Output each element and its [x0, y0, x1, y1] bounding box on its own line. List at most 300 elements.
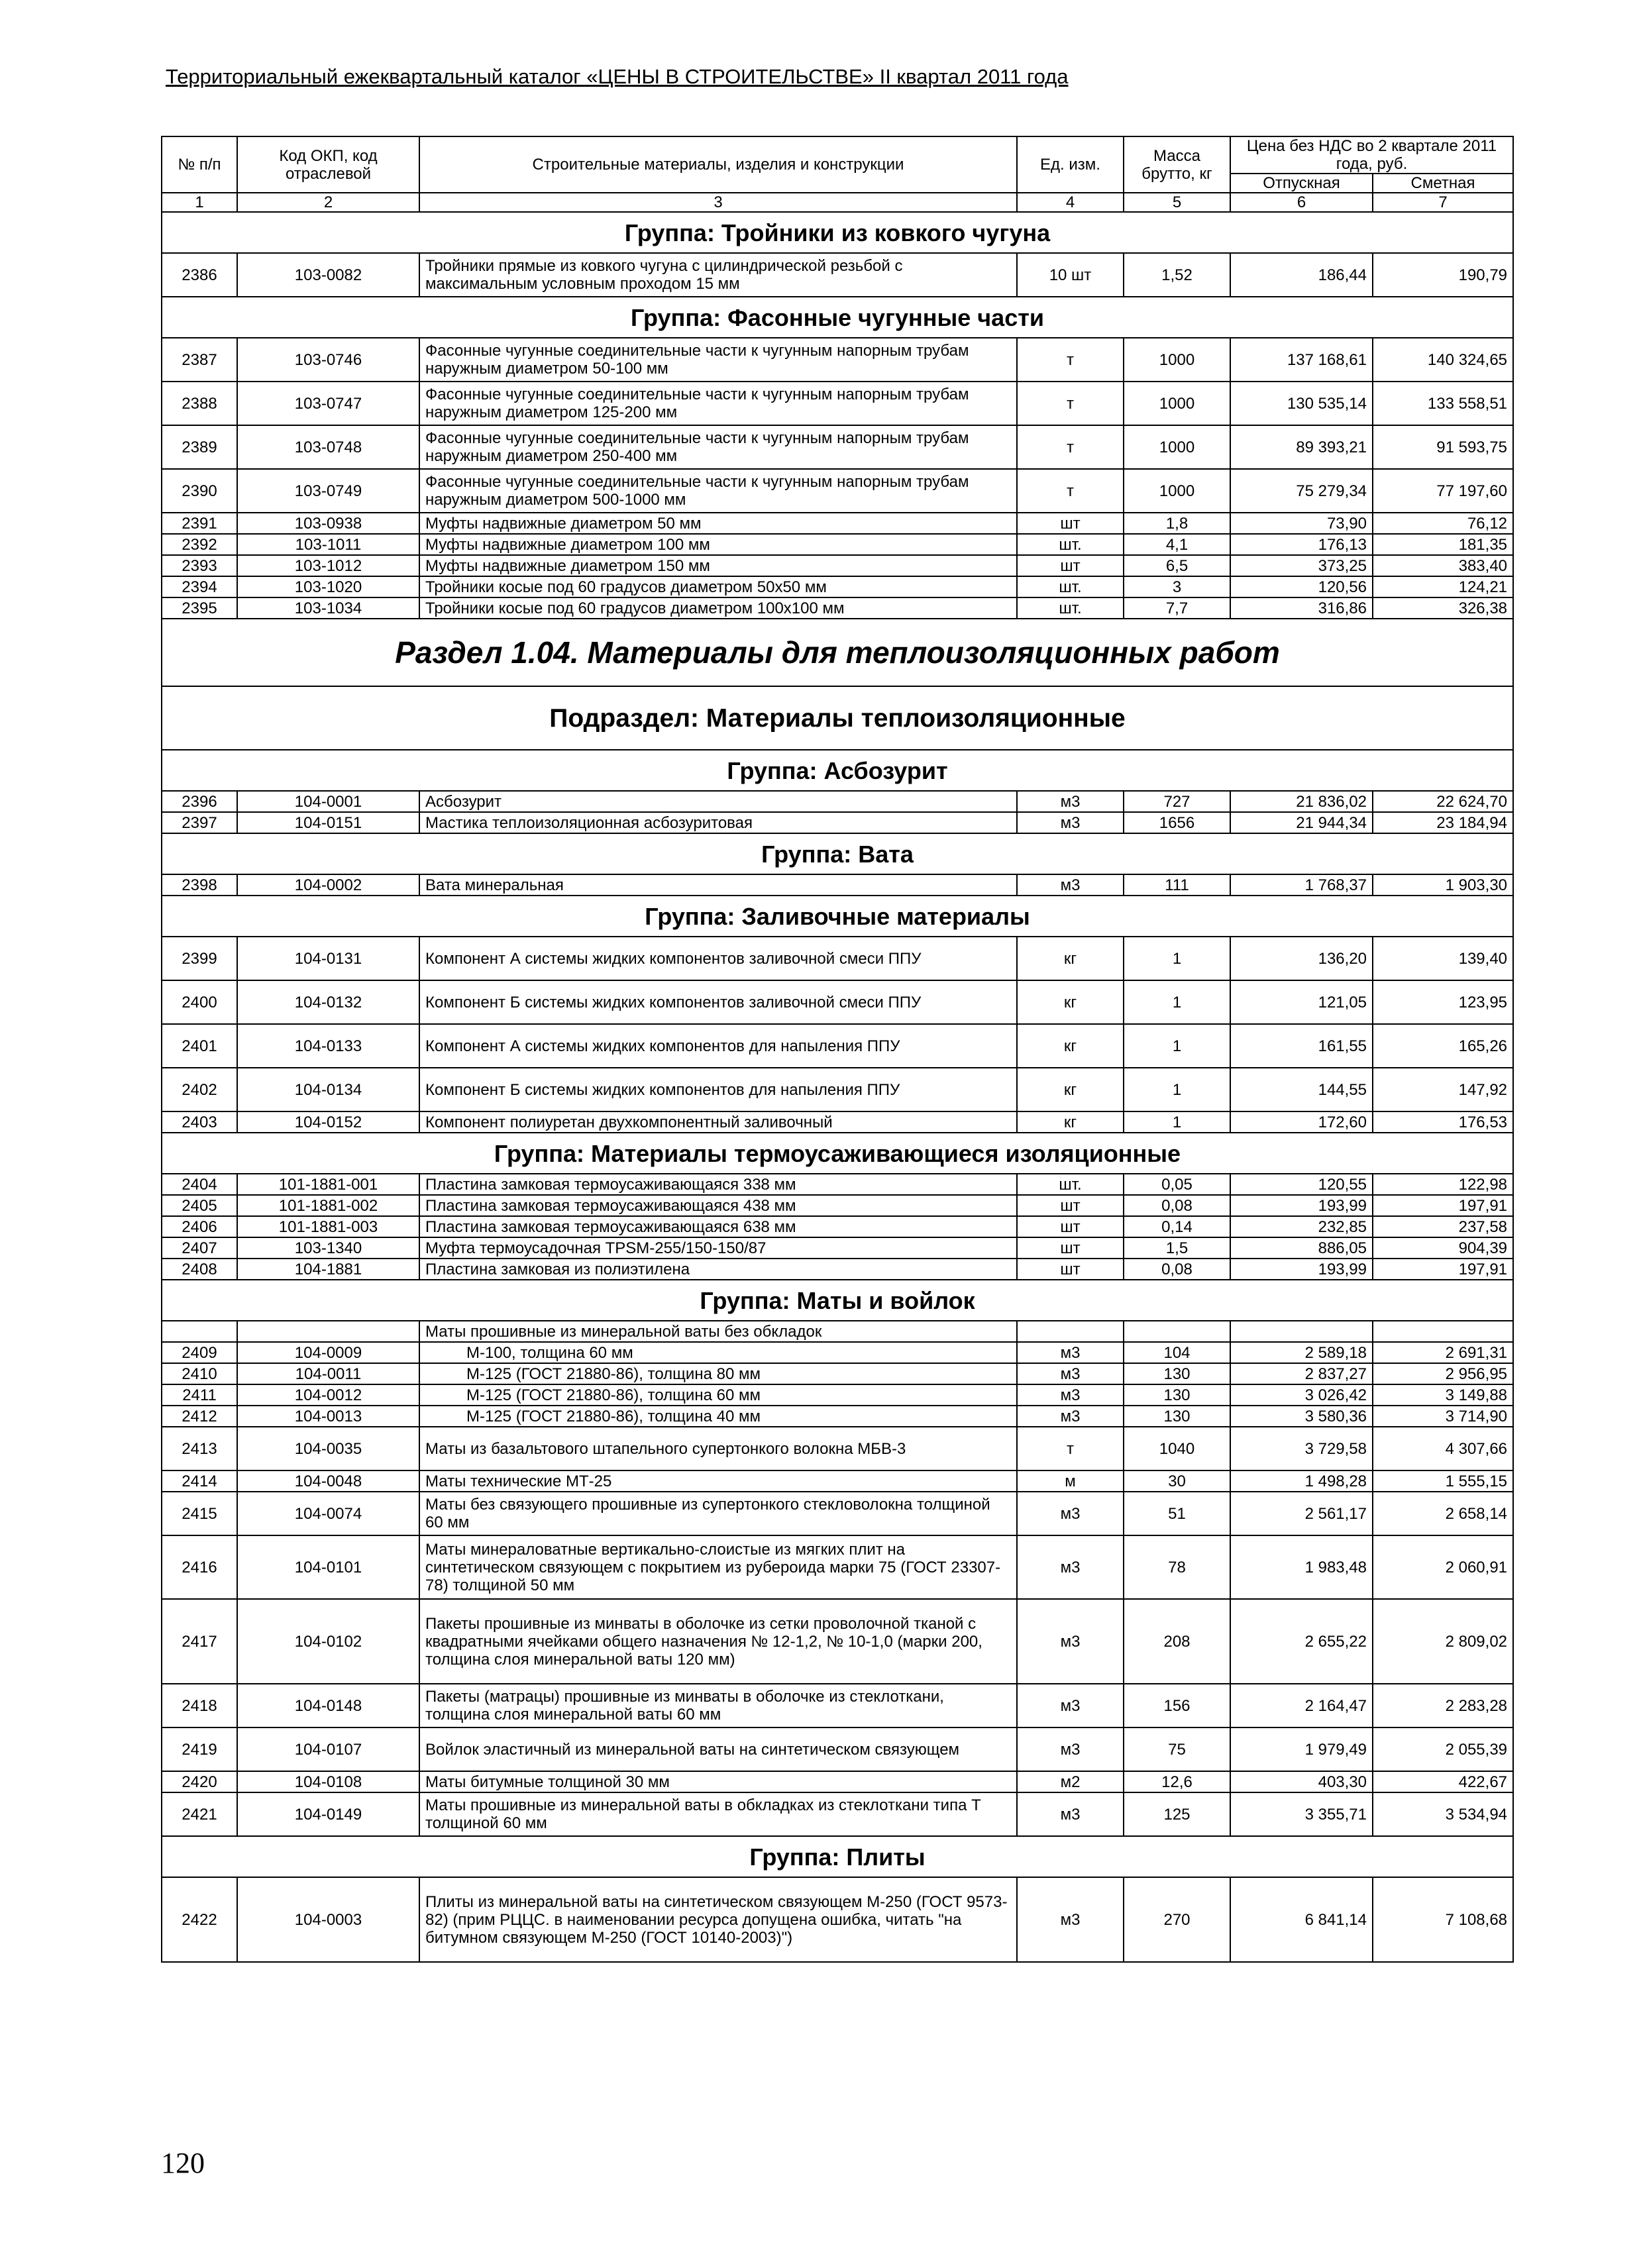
row-mass: 1000 [1124, 469, 1230, 513]
row-unit: м2 [1017, 1771, 1124, 1792]
row-name: Маты технические МТ-25 [419, 1470, 1017, 1492]
table-row [162, 1384, 1513, 1406]
table-row [162, 253, 1513, 297]
row-price-release: 144,55 [1230, 1068, 1373, 1111]
row-number: 2404 [162, 1174, 237, 1195]
row-unit: м3 [1017, 1684, 1124, 1727]
row-price-release: 21 944,34 [1230, 812, 1373, 833]
row-price-release: 232,85 [1230, 1216, 1373, 1237]
row-mass: 0,08 [1124, 1195, 1230, 1216]
row-code: 104-0012 [237, 1384, 419, 1406]
row-price-estimate: 7 108,68 [1373, 1877, 1513, 1962]
row-code: 103-0748 [237, 425, 419, 469]
col-header-unit: Ед. изм. [1017, 136, 1124, 193]
row-code: 104-0003 [237, 1877, 419, 1962]
row-price-release: 1 498,28 [1230, 1470, 1373, 1492]
table-row [162, 1363, 1513, 1384]
table-row [162, 513, 1513, 534]
row-number: 2418 [162, 1684, 237, 1727]
row-price-estimate: 2 956,95 [1373, 1363, 1513, 1384]
row-name: Тройники косые под 60 градусов диаметром 100х100 мм [419, 597, 1017, 619]
row-mass: 1,52 [1124, 253, 1230, 297]
row-price-release: 89 393,21 [1230, 425, 1373, 469]
table-row [162, 1599, 1513, 1684]
row-name: Фасонные чугунные соединительные части к чугунным напорным трубам наружным диаметром 125-200 мм [419, 382, 1017, 425]
row-mass: 130 [1124, 1406, 1230, 1427]
row-price-estimate: 139,40 [1373, 937, 1513, 980]
column-number: 6 [1230, 193, 1373, 212]
row-unit: шт [1017, 1237, 1124, 1259]
row-code: 103-0747 [237, 382, 419, 425]
row-mass: 727 [1124, 791, 1230, 812]
row-name: Маты из базальтового штапельного супертонкого волокна МБВ-3 [419, 1427, 1017, 1470]
table-row [162, 1342, 1513, 1363]
row-unit: м3 [1017, 812, 1124, 833]
row-price-estimate: 2 060,91 [1373, 1535, 1513, 1599]
table-row [162, 1216, 1513, 1237]
row-name: Компонент Б системы жидких компонентов заливочной смеси ППУ [419, 980, 1017, 1024]
group-title: Группа: Заливочные материалы [162, 896, 1513, 937]
row-price-estimate: 133 558,51 [1373, 382, 1513, 425]
row-name: Тройники косые под 60 градусов диаметром 50х50 мм [419, 576, 1017, 597]
row-price-release: 3 355,71 [1230, 1792, 1373, 1836]
row-price-release: 1 768,37 [1230, 874, 1373, 896]
row-unit: кг [1017, 1111, 1124, 1133]
page-number: 120 [161, 2147, 205, 2179]
row-number: 2409 [162, 1342, 237, 1363]
row-unit: м3 [1017, 1599, 1124, 1684]
row-unit: шт [1017, 513, 1124, 534]
group-row [162, 1280, 1513, 1321]
row-price-release: 186,44 [1230, 253, 1373, 297]
row-code: 103-0938 [237, 513, 419, 534]
row-number: 2390 [162, 469, 237, 513]
row-unit: 10 шт [1017, 253, 1124, 297]
row-number: 2400 [162, 980, 237, 1024]
row-unit: кг [1017, 1068, 1124, 1111]
row-number: 2393 [162, 555, 237, 576]
row-name: Компонент А системы жидких компонентов для напыления ППУ [419, 1024, 1017, 1068]
row-name: Фасонные чугунные соединительные части к чугунным напорным трубам наружным диаметром 250-400 мм [419, 425, 1017, 469]
row-unit: шт. [1017, 576, 1124, 597]
row-number: 2391 [162, 513, 237, 534]
col-header-mass: Масса брутто, кг [1124, 136, 1230, 193]
group-title: Группа: Плиты [162, 1836, 1513, 1877]
row-code: 103-0746 [237, 338, 419, 382]
group-row [162, 1133, 1513, 1174]
row-unit: м [1017, 1470, 1124, 1492]
row-name: Компонент полиуретан двухкомпонентный заливочный [419, 1111, 1017, 1133]
row-name: Тройники прямые из ковкого чугуна с цилиндрической резьбой с максимальным условным проходом 15 мм [419, 253, 1017, 297]
column-number: 3 [419, 193, 1017, 212]
row-price-estimate: 165,26 [1373, 1024, 1513, 1068]
row-unit: м3 [1017, 1792, 1124, 1836]
col-header-name: Строительные материалы, изделия и конструкции [419, 136, 1017, 193]
row-name: Пластина замковая термоусаживающаяся 438 мм [419, 1195, 1017, 1216]
row-price-release [1230, 1321, 1373, 1342]
row-mass: 1000 [1124, 338, 1230, 382]
row-code: 104-0048 [237, 1470, 419, 1492]
table-row [162, 597, 1513, 619]
row-number: 2396 [162, 791, 237, 812]
row-unit: шт. [1017, 1174, 1124, 1195]
group-row [162, 896, 1513, 937]
table-row [162, 555, 1513, 576]
row-code: 104-0011 [237, 1363, 419, 1384]
row-price-release: 2 164,47 [1230, 1684, 1373, 1727]
row-mass: 125 [1124, 1792, 1230, 1836]
row-mass: 1,5 [1124, 1237, 1230, 1259]
row-code: 104-0102 [237, 1599, 419, 1684]
table-row [162, 1877, 1513, 1962]
col-header-price-estimate: Сметная [1373, 174, 1513, 193]
row-price-estimate: 904,39 [1373, 1237, 1513, 1259]
table-row [162, 812, 1513, 833]
table-row [162, 791, 1513, 812]
row-mass: 1 [1124, 1024, 1230, 1068]
row-code: 104-0013 [237, 1406, 419, 1427]
row-number: 2388 [162, 382, 237, 425]
row-name: Компонент А системы жидких компонентов заливочной смеси ППУ [419, 937, 1017, 980]
col-header-price-group: Цена без НДС во 2 квартале 2011 года, руб. [1230, 136, 1513, 174]
row-unit: шт. [1017, 534, 1124, 555]
row-code: 104-0133 [237, 1024, 419, 1068]
row-mass: 270 [1124, 1877, 1230, 1962]
row-name: Фасонные чугунные соединительные части к чугунным напорным трубам наружным диаметром 50-100 мм [419, 338, 1017, 382]
row-price-estimate: 2 691,31 [1373, 1342, 1513, 1363]
table-row [162, 425, 1513, 469]
row-unit: т [1017, 1427, 1124, 1470]
row-number: 2399 [162, 937, 237, 980]
row-mass: 130 [1124, 1384, 1230, 1406]
row-number: 2403 [162, 1111, 237, 1133]
row-price-release: 6 841,14 [1230, 1877, 1373, 1962]
row-price-release: 373,25 [1230, 555, 1373, 576]
row-number: 2411 [162, 1384, 237, 1406]
row-code: 103-1012 [237, 555, 419, 576]
row-price-estimate: 76,12 [1373, 513, 1513, 534]
row-name: М-125 (ГОСТ 21880-86), толщина 40 мм [419, 1406, 1017, 1427]
row-code: 103-1011 [237, 534, 419, 555]
group-title: Группа: Тройники из ковкого чугуна [162, 212, 1513, 253]
col-header-num: № п/п [162, 136, 237, 193]
row-price-release: 73,90 [1230, 513, 1373, 534]
row-name: Муфта термоусадочная TPSM-255/150-150/87 [419, 1237, 1017, 1259]
row-unit: м3 [1017, 1342, 1124, 1363]
row-number [162, 1321, 237, 1342]
column-number: 7 [1373, 193, 1513, 212]
row-price-release: 886,05 [1230, 1237, 1373, 1259]
row-number: 2398 [162, 874, 237, 896]
row-name: Маты прошивные из минеральной ваты без обкладок [419, 1321, 1017, 1342]
group-row [162, 297, 1513, 338]
table-row [162, 469, 1513, 513]
row-name: М-100, толщина 60 мм [419, 1342, 1017, 1363]
row-mass: 1 [1124, 980, 1230, 1024]
row-name: Пакеты прошивные из минваты в оболочке из сетки проволочной тканой с квадратными ячейками общего назначения № 12-1,2, № 10-1,0 (марки 200, толщина слоя минеральной ваты 120 мм) [419, 1599, 1017, 1684]
row-price-release: 136,20 [1230, 937, 1373, 980]
table-row [162, 937, 1513, 980]
row-price-estimate: 123,95 [1373, 980, 1513, 1024]
row-code: 103-0082 [237, 253, 419, 297]
row-price-estimate: 77 197,60 [1373, 469, 1513, 513]
row-price-release: 120,56 [1230, 576, 1373, 597]
row-mass: 156 [1124, 1684, 1230, 1727]
row-price-estimate: 197,91 [1373, 1259, 1513, 1280]
col-header-price-release: Отпускная [1230, 174, 1373, 193]
row-price-release: 21 836,02 [1230, 791, 1373, 812]
table-row [162, 1321, 1513, 1342]
table-row [162, 1237, 1513, 1259]
table-row [162, 1024, 1513, 1068]
row-number: 2420 [162, 1771, 237, 1792]
table-row [162, 576, 1513, 597]
row-price-estimate: 22 624,70 [1373, 791, 1513, 812]
row-price-estimate: 23 184,94 [1373, 812, 1513, 833]
row-price-release: 75 279,34 [1230, 469, 1373, 513]
row-name: Асбозурит [419, 791, 1017, 812]
row-name: Маты прошивные из минеральной ваты в обкладках из стеклоткани типа Т толщиной 60 мм [419, 1792, 1017, 1836]
row-price-estimate: 3 149,88 [1373, 1384, 1513, 1406]
row-price-estimate: 422,67 [1373, 1771, 1513, 1792]
row-price-release: 121,05 [1230, 980, 1373, 1024]
group-title: Группа: Вата [162, 833, 1513, 874]
row-unit: м3 [1017, 874, 1124, 896]
row-price-release: 120,55 [1230, 1174, 1373, 1195]
row-code: 103-1034 [237, 597, 419, 619]
row-number: 2407 [162, 1237, 237, 1259]
row-name: Вата минеральная [419, 874, 1017, 896]
row-number: 2415 [162, 1492, 237, 1535]
row-number: 2417 [162, 1599, 237, 1684]
table-row [162, 1535, 1513, 1599]
row-name: Плиты из минеральной ваты на синтетическом связующем М-250 (ГОСТ 9573-82) (прим РЦЦС. в наименовании ресурса допущена ошибка, читать "на битумном связующем М-250 (ГОСТ 10140-2003)") [419, 1877, 1017, 1962]
row-mass: 1 [1124, 1111, 1230, 1133]
row-code: 104-0148 [237, 1684, 419, 1727]
table-row [162, 534, 1513, 555]
row-number: 2410 [162, 1363, 237, 1384]
row-price-release: 1 979,49 [1230, 1727, 1373, 1771]
row-price-estimate: 3 534,94 [1373, 1792, 1513, 1836]
row-name: Войлок эластичный из минеральной ваты на синтетическом связующем [419, 1727, 1017, 1771]
row-unit: м3 [1017, 1877, 1124, 1962]
row-unit: шт [1017, 555, 1124, 576]
row-price-estimate: 190,79 [1373, 253, 1513, 297]
group-title: Группа: Фасонные чугунные части [162, 297, 1513, 338]
row-number: 2392 [162, 534, 237, 555]
row-code: 104-0108 [237, 1771, 419, 1792]
row-number: 2408 [162, 1259, 237, 1280]
row-price-release: 3 026,42 [1230, 1384, 1373, 1406]
row-number: 2387 [162, 338, 237, 382]
row-unit: т [1017, 382, 1124, 425]
row-code: 104-0131 [237, 937, 419, 980]
row-code: 104-0101 [237, 1535, 419, 1599]
row-number: 2389 [162, 425, 237, 469]
row-unit: м3 [1017, 1727, 1124, 1771]
table-row [162, 338, 1513, 382]
group-title: Группа: Асбозурит [162, 750, 1513, 791]
row-unit: кг [1017, 937, 1124, 980]
row-unit: м3 [1017, 1384, 1124, 1406]
table-row [162, 1427, 1513, 1470]
row-price-release: 403,30 [1230, 1771, 1373, 1792]
row-code: 104-0151 [237, 812, 419, 833]
row-number: 2402 [162, 1068, 237, 1111]
row-price-release: 161,55 [1230, 1024, 1373, 1068]
row-price-estimate: 181,35 [1373, 534, 1513, 555]
row-price-estimate: 1 903,30 [1373, 874, 1513, 896]
group-row [162, 750, 1513, 791]
column-number: 5 [1124, 193, 1230, 212]
row-price-release: 3 580,36 [1230, 1406, 1373, 1427]
row-name: Маты битумные толщиной 30 мм [419, 1771, 1017, 1792]
row-code: 104-0107 [237, 1727, 419, 1771]
row-price-release: 172,60 [1230, 1111, 1373, 1133]
row-price-estimate: 2 658,14 [1373, 1492, 1513, 1535]
row-name: Компонент Б системы жидких компонентов для напыления ППУ [419, 1068, 1017, 1111]
row-number: 2413 [162, 1427, 237, 1470]
column-number: 1 [162, 193, 237, 212]
catalog-table [161, 136, 1514, 1963]
row-mass [1124, 1321, 1230, 1342]
row-name: Маты минераловатные вертикально-слоистые из мягких плит на синтетическом связующем с покрытием из рубероида марки 75 (ГОСТ 23307-78) толщиной 50 мм [419, 1535, 1017, 1599]
row-name: Муфты надвижные диаметром 150 мм [419, 555, 1017, 576]
table-row [162, 1195, 1513, 1216]
row-mass: 6,5 [1124, 555, 1230, 576]
section-row [162, 619, 1513, 686]
row-code: 103-0749 [237, 469, 419, 513]
row-unit: кг [1017, 1024, 1124, 1068]
row-mass: 130 [1124, 1363, 1230, 1384]
table-row [162, 1068, 1513, 1111]
table-row [162, 1174, 1513, 1195]
row-price-estimate: 124,21 [1373, 576, 1513, 597]
row-mass: 1000 [1124, 382, 1230, 425]
row-price-release: 130 535,14 [1230, 382, 1373, 425]
row-price-estimate [1373, 1321, 1513, 1342]
table-row [162, 1792, 1513, 1836]
row-code: 101-1881-002 [237, 1195, 419, 1216]
row-code: 104-1881 [237, 1259, 419, 1280]
row-code: 103-1020 [237, 576, 419, 597]
row-name: Пластина замковая термоусаживающаяся 638 мм [419, 1216, 1017, 1237]
row-price-release: 2 837,27 [1230, 1363, 1373, 1384]
row-name: Муфты надвижные диаметром 50 мм [419, 513, 1017, 534]
row-number: 2412 [162, 1406, 237, 1427]
row-code: 101-1881-001 [237, 1174, 419, 1195]
row-code: 104-0134 [237, 1068, 419, 1111]
table-row [162, 382, 1513, 425]
row-price-release: 137 168,61 [1230, 338, 1373, 382]
row-price-estimate: 1 555,15 [1373, 1470, 1513, 1492]
row-price-estimate: 2 283,28 [1373, 1684, 1513, 1727]
row-mass: 1040 [1124, 1427, 1230, 1470]
group-row [162, 212, 1513, 253]
row-price-estimate: 147,92 [1373, 1068, 1513, 1111]
table-row [162, 1727, 1513, 1771]
section-title: Раздел 1.04. Материалы для теплоизоляционных работ [162, 619, 1513, 686]
row-mass: 1 [1124, 937, 1230, 980]
row-price-estimate: 140 324,65 [1373, 338, 1513, 382]
catalog-body [162, 212, 1513, 1962]
row-mass: 1 [1124, 1068, 1230, 1111]
row-mass: 30 [1124, 1470, 1230, 1492]
row-price-release: 316,86 [1230, 597, 1373, 619]
column-number-row [162, 193, 1513, 212]
row-price-estimate: 3 714,90 [1373, 1406, 1513, 1427]
row-price-release: 193,99 [1230, 1195, 1373, 1216]
row-price-estimate: 237,58 [1373, 1216, 1513, 1237]
row-price-estimate: 4 307,66 [1373, 1427, 1513, 1470]
row-mass: 208 [1124, 1599, 1230, 1684]
row-mass: 1000 [1124, 425, 1230, 469]
row-number: 2406 [162, 1216, 237, 1237]
row-number: 2421 [162, 1792, 237, 1836]
row-number: 2386 [162, 253, 237, 297]
row-code: 101-1881-003 [237, 1216, 419, 1237]
row-unit: м3 [1017, 1535, 1124, 1599]
subsection-row [162, 686, 1513, 750]
row-price-estimate: 2 809,02 [1373, 1599, 1513, 1684]
row-mass: 111 [1124, 874, 1230, 896]
row-name: Пакеты (матрацы) прошивные из минваты в оболочке из стеклоткани, толщина слоя минеральной ваты 60 мм [419, 1684, 1017, 1727]
row-code: 104-0035 [237, 1427, 419, 1470]
table-row [162, 1684, 1513, 1727]
table-row [162, 980, 1513, 1024]
row-code: 104-0152 [237, 1111, 419, 1133]
row-unit: шт [1017, 1259, 1124, 1280]
row-mass: 0,14 [1124, 1216, 1230, 1237]
col-header-code: Код ОКП, код отраслевой [237, 136, 419, 193]
row-code [237, 1321, 419, 1342]
row-unit: м3 [1017, 1406, 1124, 1427]
row-name: Мастика теплоизоляционная асбозуритовая [419, 812, 1017, 833]
row-name: М-125 (ГОСТ 21880-86), толщина 80 мм [419, 1363, 1017, 1384]
row-number: 2419 [162, 1727, 237, 1771]
page-header: Территориальный ежеквартальный каталог «ЦЕНЫ В СТРОИТЕЛЬСТВЕ» II квартал 2011 года [166, 65, 1069, 88]
row-code: 104-0009 [237, 1342, 419, 1363]
row-price-estimate: 122,98 [1373, 1174, 1513, 1195]
row-code: 104-0132 [237, 980, 419, 1024]
row-price-estimate: 176,53 [1373, 1111, 1513, 1133]
row-unit: кг [1017, 980, 1124, 1024]
row-number: 2401 [162, 1024, 237, 1068]
row-mass: 1656 [1124, 812, 1230, 833]
row-number: 2394 [162, 576, 237, 597]
row-code: 104-0149 [237, 1792, 419, 1836]
subsection-title: Подраздел: Материалы теплоизоляционные [162, 686, 1513, 750]
table-row [162, 1111, 1513, 1133]
row-name: Фасонные чугунные соединительные части к чугунным напорным трубам наружным диаметром 500-1000 мм [419, 469, 1017, 513]
row-unit: т [1017, 338, 1124, 382]
row-mass: 75 [1124, 1727, 1230, 1771]
row-mass: 0,05 [1124, 1174, 1230, 1195]
row-mass: 12,6 [1124, 1771, 1230, 1792]
table-row [162, 874, 1513, 896]
row-price-release: 2 589,18 [1230, 1342, 1373, 1363]
row-unit: шт [1017, 1195, 1124, 1216]
table-row [162, 1492, 1513, 1535]
row-mass: 51 [1124, 1492, 1230, 1535]
row-name: Маты без связующего прошивные из супертонкого стекловолокна толщиной 60 мм [419, 1492, 1017, 1535]
row-price-estimate: 91 593,75 [1373, 425, 1513, 469]
row-unit: т [1017, 469, 1124, 513]
row-unit: м3 [1017, 1363, 1124, 1384]
group-title: Группа: Материалы термоусаживающиеся изоляционные [162, 1133, 1513, 1174]
row-unit: шт [1017, 1216, 1124, 1237]
row-price-estimate: 326,38 [1373, 597, 1513, 619]
